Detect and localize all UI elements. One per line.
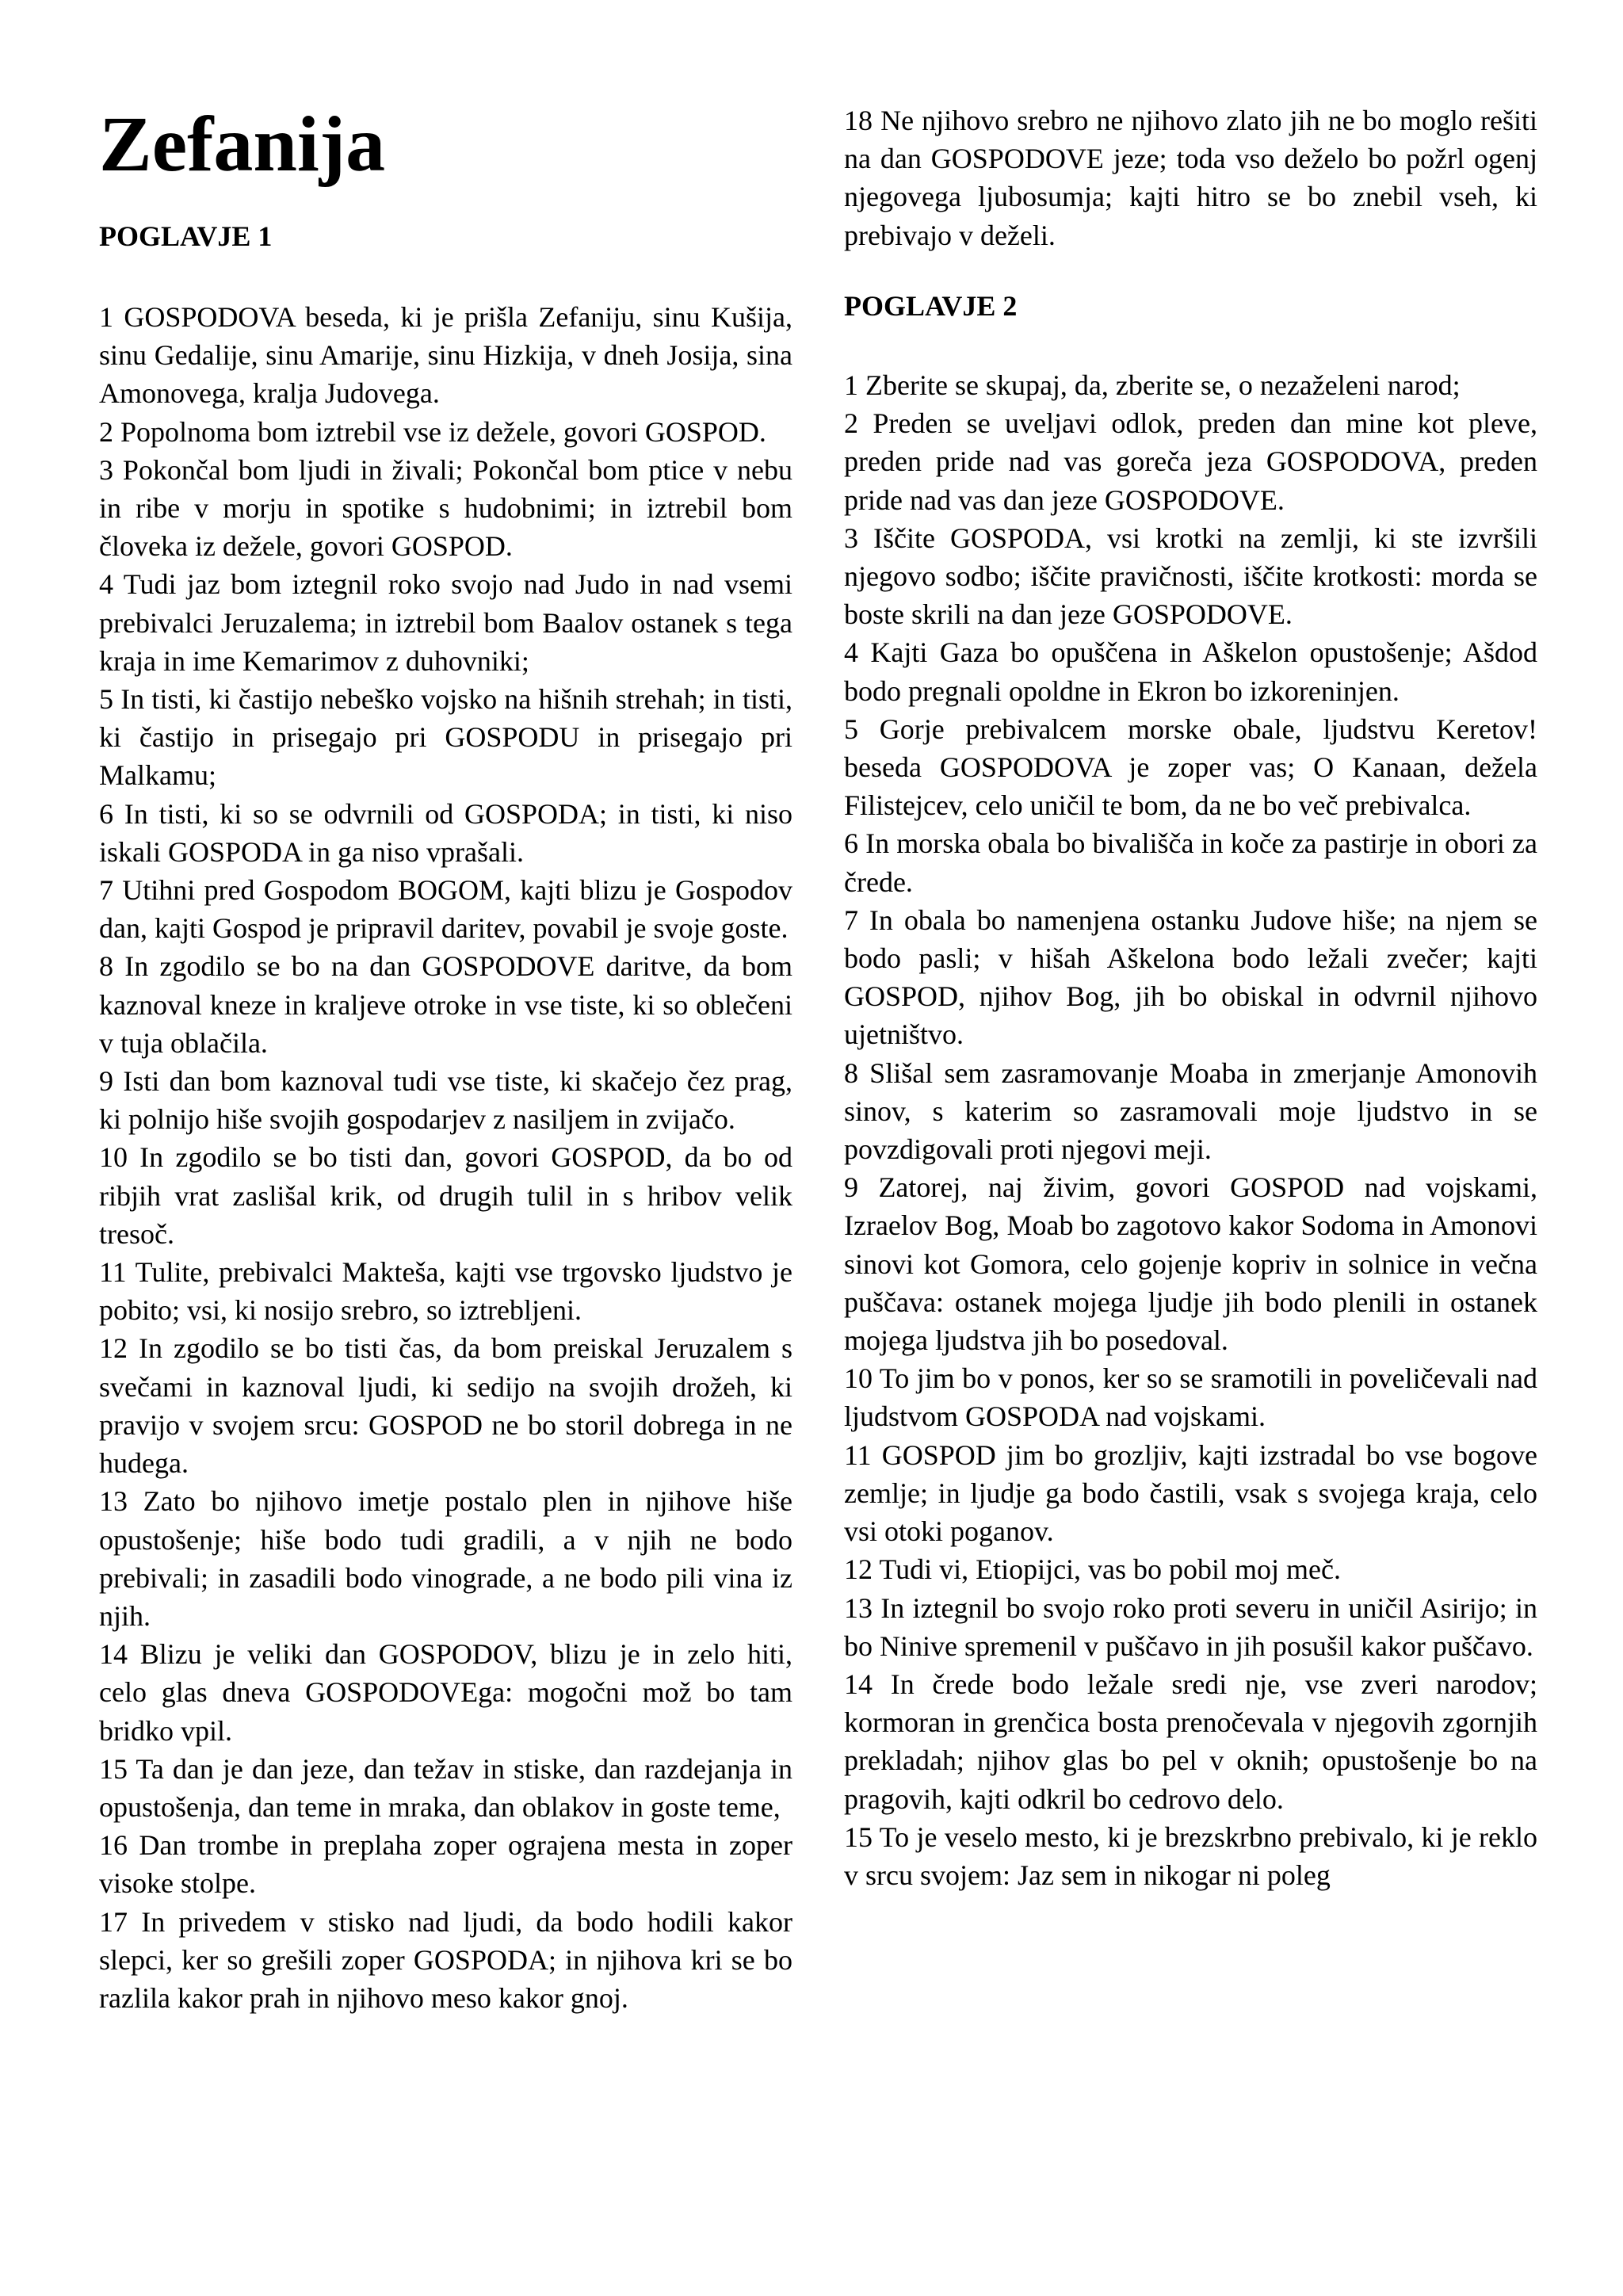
verse: 6 In morska obala bo bivališča in koče za pastirje in obori za črede. bbox=[844, 827, 1537, 898]
verse: 1 Zberite se skupaj, da, zberite se, o nezaželeni narod; bbox=[844, 369, 1461, 401]
verse: 4 Tudi jaz bom iztegnil roko svojo nad Judo in nad vsemi prebivalci Jeruzalema; in iztrebil bom Baalov ostanek s tega kraja in ime Kemarimov z duhovniki; bbox=[99, 568, 792, 677]
verse: 5 In tisti, ki častijo nebeško vojsko na hišnih strehah; in tisti, ki častijo in prisegajo pri GOSPODU in prisegajo pri Malkamu; bbox=[99, 683, 792, 792]
verse: 2 Preden se uveljavi odlok, preden dan mine kot pleve, preden pride nad vas goreča jeza GOSPODOVA, preden pride nad vas dan jeze GOSPODOVE. bbox=[844, 407, 1537, 516]
verse: 9 Zatorej, naj živim, govori GOSPOD nad vojskami, Izraelov Bog, Moab bo zagotovo kakor Sodoma in Amonovi sinovi kot Gomora, celo gojenje kopriv in solnice in večna puščava: ostanek mojega ljudje jih bodo plenili in ostanek mojega ljudstva jih bo posedoval. bbox=[844, 1171, 1537, 1357]
verse: 15 To je veselo mesto, ki je brezskrbno prebivalo, ki je reklo v srcu svojem: Jaz sem in nikogar ni poleg bbox=[844, 1820, 1537, 1891]
verse: 8 Slišal sem zasramovanje Moaba in zmerjanje Amonovih sinov, s katerim so zasramovali moje ljudstvo in se povzdigovali proti njegovi meji. bbox=[844, 1056, 1537, 1166]
verse: 9 Isti dan bom kaznoval tudi vse tiste, ki skačejo čez prag, ki polnijo hiše svojih gospodarjev z nasiljem in zvijačo. bbox=[99, 1065, 792, 1136]
verse: 3 Iščite GOSPODA, vsi krotki na zemlji, ki ste izvršili njegovo sodbo; iščite pravičnosti, iščite krotkosti: morda se boste skrili na dan jeze GOSPODOVE. bbox=[844, 521, 1537, 631]
verse: 14 Blizu je veliki dan GOSPODOV, blizu je in zelo hiti, celo glas dneva GOSPODOVEga: mogočni mož bo tam bridko vpil. bbox=[99, 1638, 792, 1747]
chapter-1-continuation bbox=[844, 101, 1537, 254]
verse: 3 Pokončal bom ljudi in živali; Pokončal bom ptice v nebu in ribe v morju in spotike s hudobnimi; in iztrebil bom človeka iz dežele, govori GOSPOD. bbox=[99, 453, 792, 563]
verse: 13 Zato bo njihovo imetje postalo plen in njihove hiše opustošenje; hiše bodo tudi gradili, a v njih ne bodo prebivali; in zasadili bodo vinograde, a ne bodo pili vina iz njih. bbox=[99, 1485, 792, 1632]
verse: 1 GOSPODOVA beseda, ki je prišla Zefaniju, sinu Kušija, sinu Gedalije, sinu Amarije, sinu Hizkija, v dneh Josija, sina Amonovega, kralja Judovega. bbox=[99, 301, 792, 410]
verse: 11 GOSPOD jim bo grozljiv, kajti izstradal bo vse bogove zemlje; in ljudje ga bodo častili, vsak s svojega kraja, celo vsi otoki poganov. bbox=[844, 1438, 1537, 1548]
verse: 2 Popolnoma bom iztrebil vse iz dežele, govori GOSPOD. bbox=[99, 415, 766, 448]
verse: 12 Tudi vi, Etiopijci, vas bo pobil moj meč. bbox=[844, 1553, 1342, 1586]
book-title: Zefanija bbox=[99, 100, 386, 188]
verse: 15 Ta dan je dan jeze, dan težav in stiske, dan razdejanja in opustošenja, dan teme in mraka, dan oblakov in goste teme, bbox=[99, 1752, 792, 1823]
verse: 12 In zgodilo se bo tisti čas, da bom preiskal Jeruzalem s svečami in kaznoval ljudi, ki sedijo na svojih drožeh, ki pravijo v svojem srcu: GOSPOD ne bo storil dobrega in ne hudega. bbox=[99, 1332, 792, 1480]
verse: 14 In črede bodo ležale sredi nje, vse zveri narodov; kormoran in grenčica bosta prenočevala v njegovih zgornjih prekladah; njihov glas bo pel v oknih; opustošenje bo na pragovih, kajti odkril bo cedrovo delo. bbox=[844, 1668, 1537, 1815]
verse: 10 In zgodilo se bo tisti dan, govori GOSPOD, da bo od ribjih vrat zaslišal krik, od drugih tulil in s hribov velik tresoč. bbox=[99, 1141, 792, 1250]
verse: 13 In iztegnil bo svojo roko proti severu in uničil Asirijo; in bo Ninive spremenil v puščavo in jih posušil kakor puščavo. bbox=[844, 1591, 1537, 1662]
verse: 16 Dan trombe in preplaha zoper ograjena mesta in zoper visoke stolpe. bbox=[99, 1829, 792, 1900]
verse: 8 In zgodilo se bo na dan GOSPODOVE daritve, da bom kaznoval kneze in kraljeve otroke in vse tiste, ki so oblečeni v tuja oblačila. bbox=[99, 950, 792, 1059]
verse: 18 Ne njihovo srebro ne njihovo zlato jih ne bo moglo rešiti na dan GOSPODOVE jeze; toda vso deželo bo požrl ogenj njegovega ljubosumja; kajti hitro se bo znebil vseh, ki prebivajo v deželi. bbox=[844, 105, 1537, 251]
verse: 5 Gorje prebivalcem morske obale, ljudstvu Keretov! beseda GOSPODOVA je zoper vas; O Kanaan, dežela Filistejcev, celo uničil te bom, da ne bo več prebivalca. bbox=[844, 712, 1537, 822]
chapter-1-heading: POGLAVJE 1 bbox=[99, 220, 273, 252]
verse: 17 In privedem v stisko nad ljudi, da bodo hodili kakor slepci, ker so grešili zoper GOSPODA; in njihova kri se bo razlila kakor prah in njihovo meso kakor gnoj. bbox=[99, 1905, 792, 2014]
chapter-2-heading: POGLAVJE 2 bbox=[844, 290, 1018, 322]
verse: 6 In tisti, ki so se odvrnili od GOSPODA; in tisti, ki niso iskali GOSPODA in ga niso vprašali. bbox=[99, 797, 792, 868]
verse: 4 Kajti Gaza bo opuščena in Aškelon opustošenje; Ašdod bodo pregnali opoldne in Ekron bo izkoreninjen. bbox=[844, 636, 1537, 707]
chapter-1-verses bbox=[99, 298, 792, 2017]
verse: 11 Tulite, prebivalci Makteša, kajti vse trgovsko ljudstvo je pobito; vsi, ki nosijo srebro, so iztrebljeni. bbox=[99, 1256, 792, 1327]
verse: 10 To jim bo v ponos, ker so se sramotili in poveličevali nad ljudstvom GOSPODA nad vojskami. bbox=[844, 1362, 1537, 1433]
chapter-2-verses bbox=[844, 366, 1537, 1894]
verse: 7 In obala bo namenjena ostanku Judove hiše; na njem se bodo pasli; v hišah Aškelona bodo ležali zvečer; kajti GOSPOD, njihov Bog, jih bo obiskal in odvrnil njihovo ujetništvo. bbox=[844, 904, 1537, 1051]
verse: 7 Utihni pred Gospodom BOGOM, kajti blizu je Gospodov dan, kajti Gospod je pripravil daritev, povabil je svoje goste. bbox=[99, 874, 792, 945]
